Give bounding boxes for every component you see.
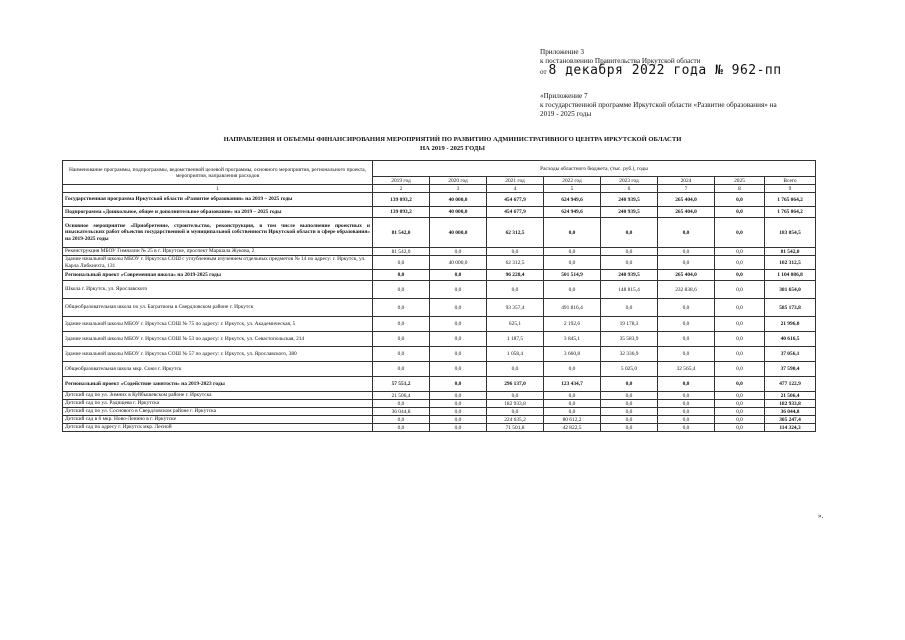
column-number: 4 [487,185,544,193]
row-value: 0,0 [544,400,601,408]
row-name: Здание начальной школы МБОУ г. Иркутска СОШ № 53 по адресу: г. Иркутск, ул. Севастопольская, 214 [63,332,373,347]
table-row [63,299,816,317]
row-value: 40 000,0 [430,193,487,207]
row-value: 0,0 [658,416,715,424]
row-value: 0,0 [430,299,487,317]
row-value: 62 312,5 [487,218,544,248]
row-value: 0,0 [715,207,765,218]
row-name: Детский сад в 6 мкр. Ново-Ленино в г. Иркутске [63,416,373,424]
row-value: 0,0 [544,362,601,377]
row-value: 0,0 [715,424,765,432]
row-name: Детский сад по ул. Соснового в Свердловском районе г. Иркутска [63,408,373,416]
row-value: 501 514,9 [544,270,601,281]
column-header-year: 2025 [715,177,765,185]
row-value: 454 677,9 [487,193,544,207]
row-value: 0,0 [601,377,658,392]
row-value: 240 939,5 [601,193,658,207]
row-total: 21 506,4 [765,392,816,400]
row-value: 0,0 [658,408,715,416]
row-name: Здание начальной школы МБОУ г. Иркутска СОШ № 75 по адресу: г. Иркутск, ул. Академическая, 5 [63,317,373,332]
row-value: 21 506,4 [373,392,430,400]
row-value: 0,0 [373,362,430,377]
row-total: 37 056,1 [765,347,816,362]
row-value: 32 336,9 [601,347,658,362]
row-total: 477 122,9 [765,377,816,392]
row-value: 0,0 [373,347,430,362]
row-name: Здание начальной школы МБОУ г. Иркутска СОШ с углубленным изучением отдельных предметов № 14 по адресу: г. Иркутск, ул. Карла Либкнехта, 131 [63,256,373,270]
row-value: 0,0 [715,400,765,408]
row-value: 0,0 [601,218,658,248]
program-reference: к государственной программе Иркутской области «Развитие образования» на [540,101,777,109]
row-total: 114 324,3 [765,424,816,432]
row-value: 0,0 [373,317,430,332]
row-name: Государственная программа Иркутской области «Развитие образования» на 2019 – 2025 годы [63,193,373,207]
row-value: 0,0 [658,317,715,332]
row-value: 0,0 [601,392,658,400]
row-value: 0,0 [715,248,765,256]
row-value: 0,0 [601,416,658,424]
row-value: 0,0 [658,218,715,248]
column-number: 5 [544,185,601,193]
row-value: 19 178,3 [601,317,658,332]
row-value: 0,0 [601,400,658,408]
row-value: 0,0 [430,332,487,347]
row-total: 36 044,8 [765,408,816,416]
column-header-year: 2019 год [373,177,430,185]
row-value: 0,0 [658,332,715,347]
column-header-year: 2023 год [601,177,658,185]
column-header-year: 2024 [658,177,715,185]
row-value: 0,0 [487,281,544,299]
row-name: Общеобразовательная школа по ул. Багратиона в Свердловском районе г. Иркутск [63,299,373,317]
row-value: 62 312,5 [487,256,544,270]
row-value: 1 058,4 [487,347,544,362]
row-total: 381 654,0 [765,281,816,299]
row-value: 265 404,0 [658,270,715,281]
row-value: 0,0 [430,317,487,332]
row-value: 0,0 [544,248,601,256]
row-value: 0,0 [601,408,658,416]
row-value: 42 822,5 [544,424,601,432]
row-value: 0,0 [373,332,430,347]
row-value: 0,0 [373,416,430,424]
column-number: 1 [63,185,373,193]
row-value: 0,0 [430,270,487,281]
row-total: 81 542,0 [765,248,816,256]
row-value: 0,0 [715,347,765,362]
appendix-3-header [540,48,782,77]
column-number: 9 [765,185,816,193]
table-row [63,207,816,218]
row-value: 0,0 [658,299,715,317]
row-total: 1 765 064,2 [765,207,816,218]
row-value: 0,0 [715,193,765,207]
row-value: 57 551,2 [373,377,430,392]
row-value: 35 583,9 [601,332,658,347]
row-value: 139 093,2 [373,193,430,207]
column-header-name: Наименование программы, подпрограммы, ведомственной целевой программы, основного мероприятия, регионального проекта, мероприятия, направления расходов [63,161,373,185]
column-group-header: Расходы областного бюджета, (тыс. руб.), годы [373,161,816,177]
table-row [63,317,816,332]
row-value: 0,0 [601,256,658,270]
row-value: 0,0 [715,218,765,248]
column-number: 8 [715,185,765,193]
row-value: 0,0 [487,408,544,416]
row-total: 102 312,5 [765,256,816,270]
row-total: 40 616,5 [765,332,816,347]
table-row [63,347,816,362]
row-value: 1 187,5 [487,332,544,347]
table-row [63,400,816,408]
row-value: 0,0 [430,248,487,256]
decree-date-number: 8 декабря 2022 года № 962-пп [548,63,782,78]
row-value: 240 939,5 [601,270,658,281]
row-value: 40 000,0 [430,207,487,218]
table-row [63,408,816,416]
appendix-7-label: «Приложение 7 [540,92,588,100]
table-row [63,392,816,400]
row-value: 624 949,6 [544,207,601,218]
row-value: 0,0 [658,256,715,270]
row-value: 0,0 [715,362,765,377]
row-value: 0,0 [544,392,601,400]
row-value: 0,0 [430,281,487,299]
row-value: 0,0 [658,400,715,408]
row-value: 0,0 [487,248,544,256]
row-value: 71 501,8 [487,424,544,432]
column-header-year: Всего [765,177,816,185]
row-value: 0,0 [715,377,765,392]
row-value: 0,0 [373,400,430,408]
document-title [0,135,905,153]
row-total: 585 173,8 [765,299,816,317]
table-row [63,218,816,248]
row-value: 0,0 [715,416,765,424]
row-value: 0,0 [658,248,715,256]
row-value: 0,0 [430,377,487,392]
row-name: Подпрограмма «Дошкольное, общее и дополнительное образование» на 2019 – 2025 годы [63,207,373,218]
row-value: 265 404,0 [658,193,715,207]
row-value: 0,0 [430,416,487,424]
table-row [63,416,816,424]
row-value: 0,0 [715,317,765,332]
row-value: 3 845,1 [544,332,601,347]
row-value: 0,0 [601,248,658,256]
row-value: 0,0 [430,347,487,362]
row-value: 0,0 [658,392,715,400]
row-value: 182 933,8 [487,400,544,408]
row-total: 1 765 064,2 [765,193,816,207]
column-number: 7 [658,185,715,193]
row-value: 123 434,7 [544,377,601,392]
row-value: 0,0 [544,218,601,248]
row-value: 81 542,0 [373,218,430,248]
row-value: 0,0 [715,408,765,416]
column-header-year: 2021 год [487,177,544,185]
column-number: 6 [601,185,658,193]
row-value: 625,1 [487,317,544,332]
program-period: 2019 - 2025 годы [540,110,592,118]
row-value: 3 660,8 [544,347,601,362]
row-name: Региональный проект «Содействие занятости» на 2019-2023 годы [63,377,373,392]
row-value: 0,0 [430,392,487,400]
row-value: 36 044,8 [373,408,430,416]
row-value: 0,0 [373,270,430,281]
row-value: 0,0 [430,400,487,408]
row-value: 0,0 [430,362,487,377]
row-value: 0,0 [715,392,765,400]
row-total: 182 933,8 [765,400,816,408]
row-value: 148 815,4 [601,281,658,299]
column-number: 2 [373,185,430,193]
table-row [63,281,816,299]
table-row [63,424,816,432]
decree-date-prefix: от [540,68,547,76]
row-value: 0,0 [658,424,715,432]
row-name: Детский сад по ул. Зимних в Куйбышевском районе г. Иркутска [63,392,373,400]
table-row [63,193,816,207]
row-total: 305 247,4 [765,416,816,424]
row-value: 32 565,4 [658,362,715,377]
row-value: 240 939,5 [601,207,658,218]
document-title-line-1: НАПРАВЛЕНИЯ И ОБЪЕМЫ ФИНАНСИРОВАНИЯ МЕРОПРИЯТИЙ ПО РАЗВИТИЮ АДМИНИСТРАТИВНОГО ЦЕНТРА ИРКУТСКОЙ ОБЛАСТИ [223,136,682,143]
column-header-year: 2022 год [544,177,601,185]
row-value: 0,0 [487,392,544,400]
row-name: Школа г. Иркутск, ул. Ярославского [63,281,373,299]
table-row [63,362,816,377]
row-value: 0,0 [487,362,544,377]
row-value: 40 000,0 [430,218,487,248]
row-name: Здание начальной школы МБОУ г. Иркутска СОШ № 57 по адресу: г. Иркутск, ул. Ярославского, 380 [63,347,373,362]
row-value: 0,0 [430,424,487,432]
row-value: 0,0 [544,281,601,299]
row-name: Детский сад по адресу г. Иркутск мкр. Лесной [63,424,373,432]
decree-date-line [540,63,782,78]
row-value: 0,0 [544,256,601,270]
row-name: Детский сад по ул. Радищева г. Иркутска [63,400,373,408]
appendix-3-label: Приложение 3 [540,48,584,56]
row-value: 624 949,6 [544,193,601,207]
row-value: 0,0 [601,299,658,317]
row-name: Основное мероприятие «Приобретение, строительство, реконструкция, в том числе выполнение проектных и изыскательских работ объектов государственной и муниципальной собственности Иркутской области в сфере образования» на 2019-2025 годы [63,218,373,248]
row-total: 1 104 086,8 [765,270,816,281]
financing-table [62,160,816,432]
row-value: 265 404,0 [658,207,715,218]
table-row [63,256,816,270]
row-value: 0,0 [373,299,430,317]
row-value: 139 093,2 [373,207,430,218]
table-row [63,270,816,281]
row-value: 232 838,6 [658,281,715,299]
row-name: Региональный проект «Современная школа» на 2019-2025 годы [63,270,373,281]
appendix-7-header [540,92,777,119]
row-value: 80 612,2 [544,416,601,424]
table-row [63,332,816,347]
column-header-year: 2020 год [430,177,487,185]
row-value: 0,0 [373,424,430,432]
row-value: 0,0 [715,281,765,299]
row-value: 2 192,6 [544,317,601,332]
row-value: 5 025,0 [601,362,658,377]
row-value: 0,0 [715,256,765,270]
row-value: 0,0 [373,256,430,270]
column-number: 3 [430,185,487,193]
row-total: 21 996,0 [765,317,816,332]
row-total: 183 854,5 [765,218,816,248]
row-value: 81 542,0 [373,248,430,256]
row-value: 491 816,4 [544,299,601,317]
row-name: Реконструкция МБОУ Гимназии № 25 в г. Иркутске, проспект Маршала Жукова, 2 [63,248,373,256]
document-title-line-2: НА 2019 - 2025 ГОДЫ [420,145,485,152]
row-value: 0,0 [430,408,487,416]
row-value: 224 635,2 [487,416,544,424]
row-value: 96 228,4 [487,270,544,281]
row-value: 93 357,4 [487,299,544,317]
row-value: 0,0 [601,424,658,432]
row-value: 0,0 [373,281,430,299]
row-value: 0,0 [658,377,715,392]
closing-quote-mark: ». [818,512,824,520]
decree-reference: к постановлению Правительства Иркутской области [540,57,701,65]
row-name: Общеобразовательная школа мкр. Союз г. Иркутск [63,362,373,377]
row-value: 0,0 [658,347,715,362]
row-value: 296 137,0 [487,377,544,392]
row-value: 40 000,0 [430,256,487,270]
row-value: 0,0 [544,408,601,416]
row-value: 0,0 [715,270,765,281]
table-row [63,377,816,392]
row-value: 0,0 [715,299,765,317]
row-value: 0,0 [715,332,765,347]
row-value: 454 677,9 [487,207,544,218]
row-total: 37 590,4 [765,362,816,377]
table-row [63,248,816,256]
